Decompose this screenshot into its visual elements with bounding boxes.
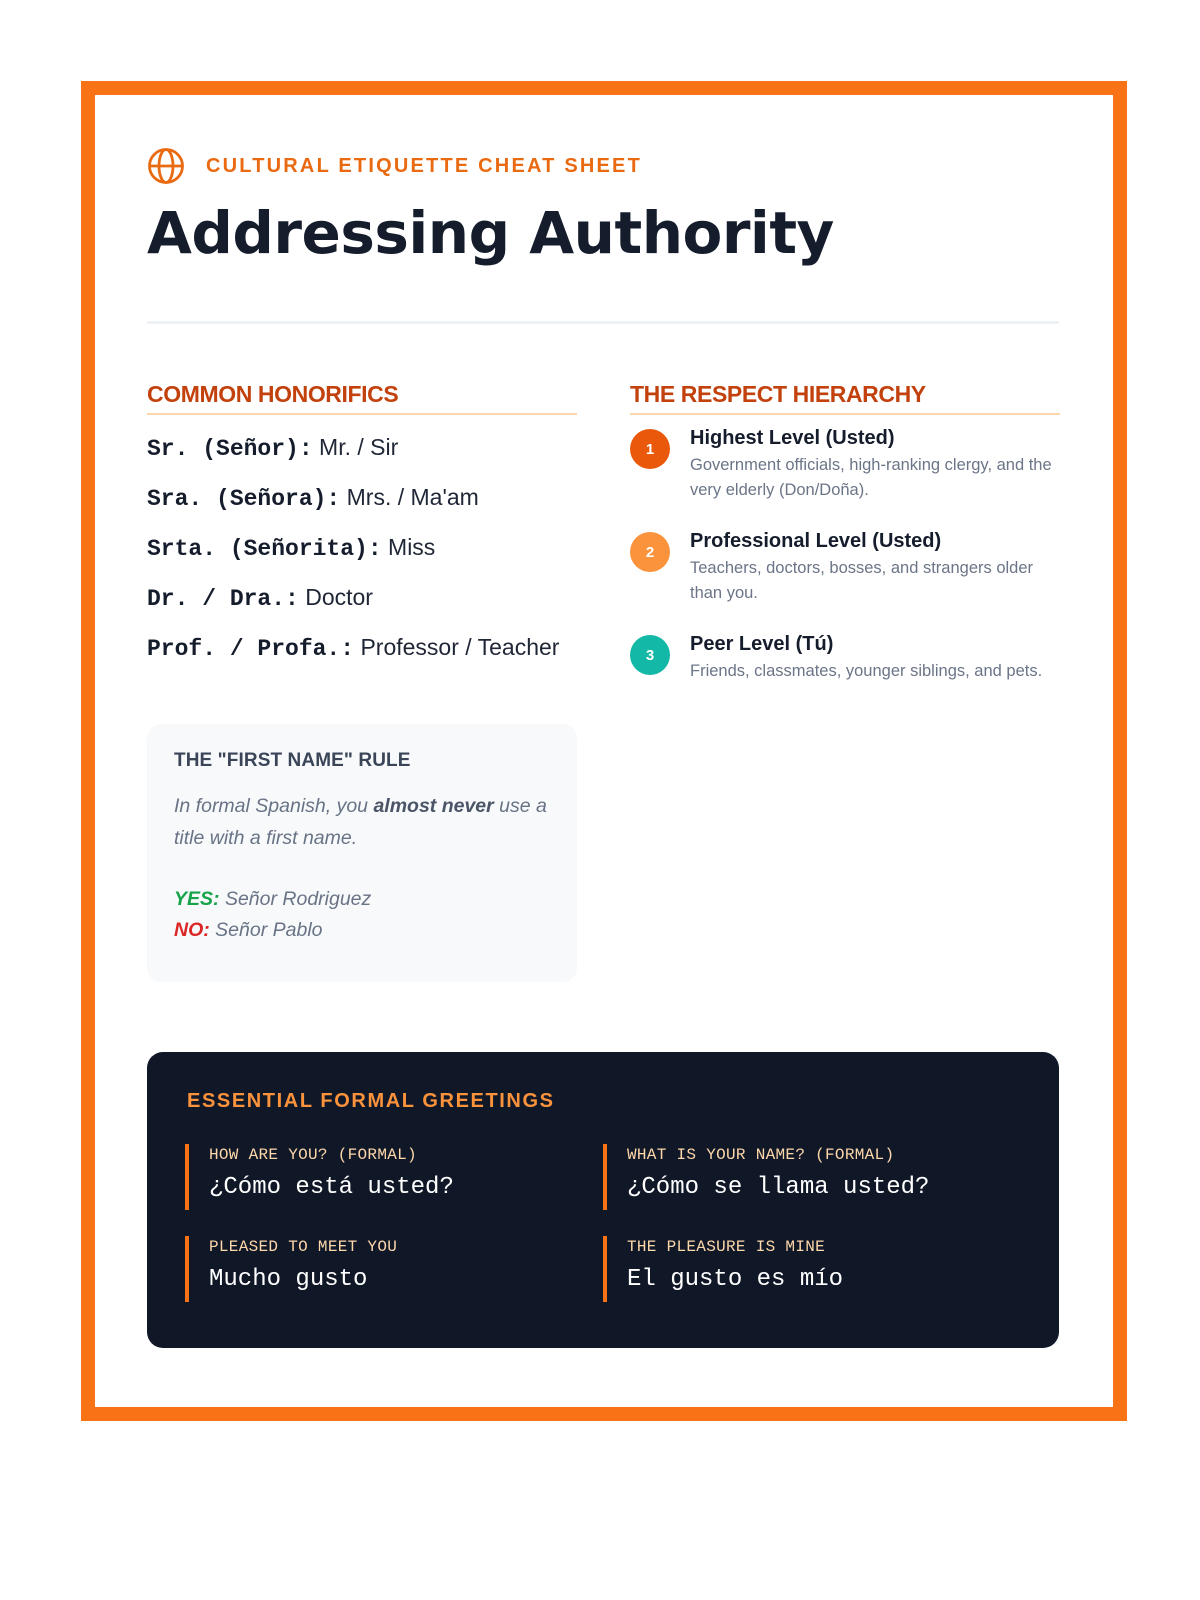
rule-title: THE "FIRST NAME" RULE <box>174 750 411 771</box>
honorific-item <box>147 580 577 616</box>
yes-text: Señor Rodriguez <box>224 888 372 910</box>
greeting-phrase: Mucho gusto <box>209 1266 368 1293</box>
honorific-term: Sr. (Señor): <box>147 436 313 462</box>
greetings-heading: ESSENTIAL FORMAL GREETINGS <box>187 1090 555 1112</box>
greeting-phrase: El gusto es mío <box>627 1266 844 1293</box>
level-badge: 2 <box>630 532 670 572</box>
honorific-meaning: Professor / Teacher <box>360 634 560 660</box>
honorific-term: Srta. (Señorita): <box>147 536 382 562</box>
honorifics-heading: COMMON HONORIFICS <box>147 381 577 415</box>
level-badge: 1 <box>630 429 670 469</box>
divider <box>147 321 1059 324</box>
kicker-text: CULTURAL ETIQUETTE CHEAT SHEET <box>206 154 642 177</box>
hierarchy-item <box>630 528 1060 631</box>
greeting-label: HOW ARE YOU? (FORMAL) <box>209 1146 417 1164</box>
honorific-meaning: Miss <box>388 534 436 560</box>
hierarchy-heading: THE RESPECT HIERARCHY <box>630 381 1060 415</box>
rule-body <box>174 790 550 854</box>
greeting-label: THE PLEASURE IS MINE <box>627 1238 826 1256</box>
level-description: Teachers, doctors, bosses, and strangers older than you. <box>690 559 1034 602</box>
rule-body-text: In formal Spanish, you <box>174 795 374 817</box>
level-description: Government officials, high-ranking clergy, and the very elderly (Don/Doña). <box>690 456 1052 499</box>
rule-emphasis: almost never <box>373 795 494 817</box>
level-badge: 3 <box>630 635 670 675</box>
honorific-meaning: Doctor <box>305 584 373 610</box>
cheat-sheet-frame <box>81 81 1127 1421</box>
greeting-card <box>603 1236 983 1302</box>
rule-yes-example <box>174 884 550 915</box>
greeting-phrase: ¿Cómo se llama usted? <box>627 1174 930 1201</box>
greeting-label: PLEASED TO MEET YOU <box>209 1238 398 1256</box>
honorific-item <box>147 630 577 666</box>
yes-label: YES: <box>174 888 220 910</box>
rule-examples <box>174 884 550 946</box>
honorific-term: Prof. / Profa.: <box>147 636 355 662</box>
greetings-panel <box>147 1052 1059 1348</box>
greeting-card <box>603 1144 983 1210</box>
greeting-card <box>185 1144 565 1210</box>
level-title: Highest Level (Usted) <box>690 427 895 449</box>
level-title: Professional Level (Usted) <box>690 530 942 552</box>
no-label: NO: <box>174 919 210 941</box>
honorific-term: Sra. (Señora): <box>147 486 341 512</box>
greeting-label: WHAT IS YOUR NAME? (FORMAL) <box>627 1146 895 1164</box>
hierarchy-item <box>630 425 1060 528</box>
greeting-card <box>185 1236 565 1302</box>
honorific-item <box>147 530 577 566</box>
no-text: Señor Pablo <box>215 919 323 941</box>
rule-body-text: use a title with a first name. <box>174 795 547 849</box>
honorifics-list <box>147 430 577 680</box>
hierarchy-list <box>630 425 1060 734</box>
honorific-meaning: Mr. / Sir <box>319 434 399 460</box>
kicker <box>147 147 642 185</box>
level-title: Peer Level (Tú) <box>690 633 834 655</box>
level-description: Friends, classmates, younger siblings, and pets. <box>690 662 1043 680</box>
first-name-rule-box <box>147 724 577 982</box>
page-title: Addressing Authority <box>147 199 834 267</box>
honorific-term: Dr. / Dra.: <box>147 586 299 612</box>
honorific-item <box>147 430 577 466</box>
honorific-meaning: Mrs. / Ma'am <box>346 484 479 510</box>
greeting-phrase: ¿Cómo está usted? <box>209 1174 454 1201</box>
globe-icon <box>147 147 185 185</box>
honorific-item <box>147 480 577 516</box>
rule-no-example <box>174 915 550 946</box>
hierarchy-item <box>630 631 1060 734</box>
